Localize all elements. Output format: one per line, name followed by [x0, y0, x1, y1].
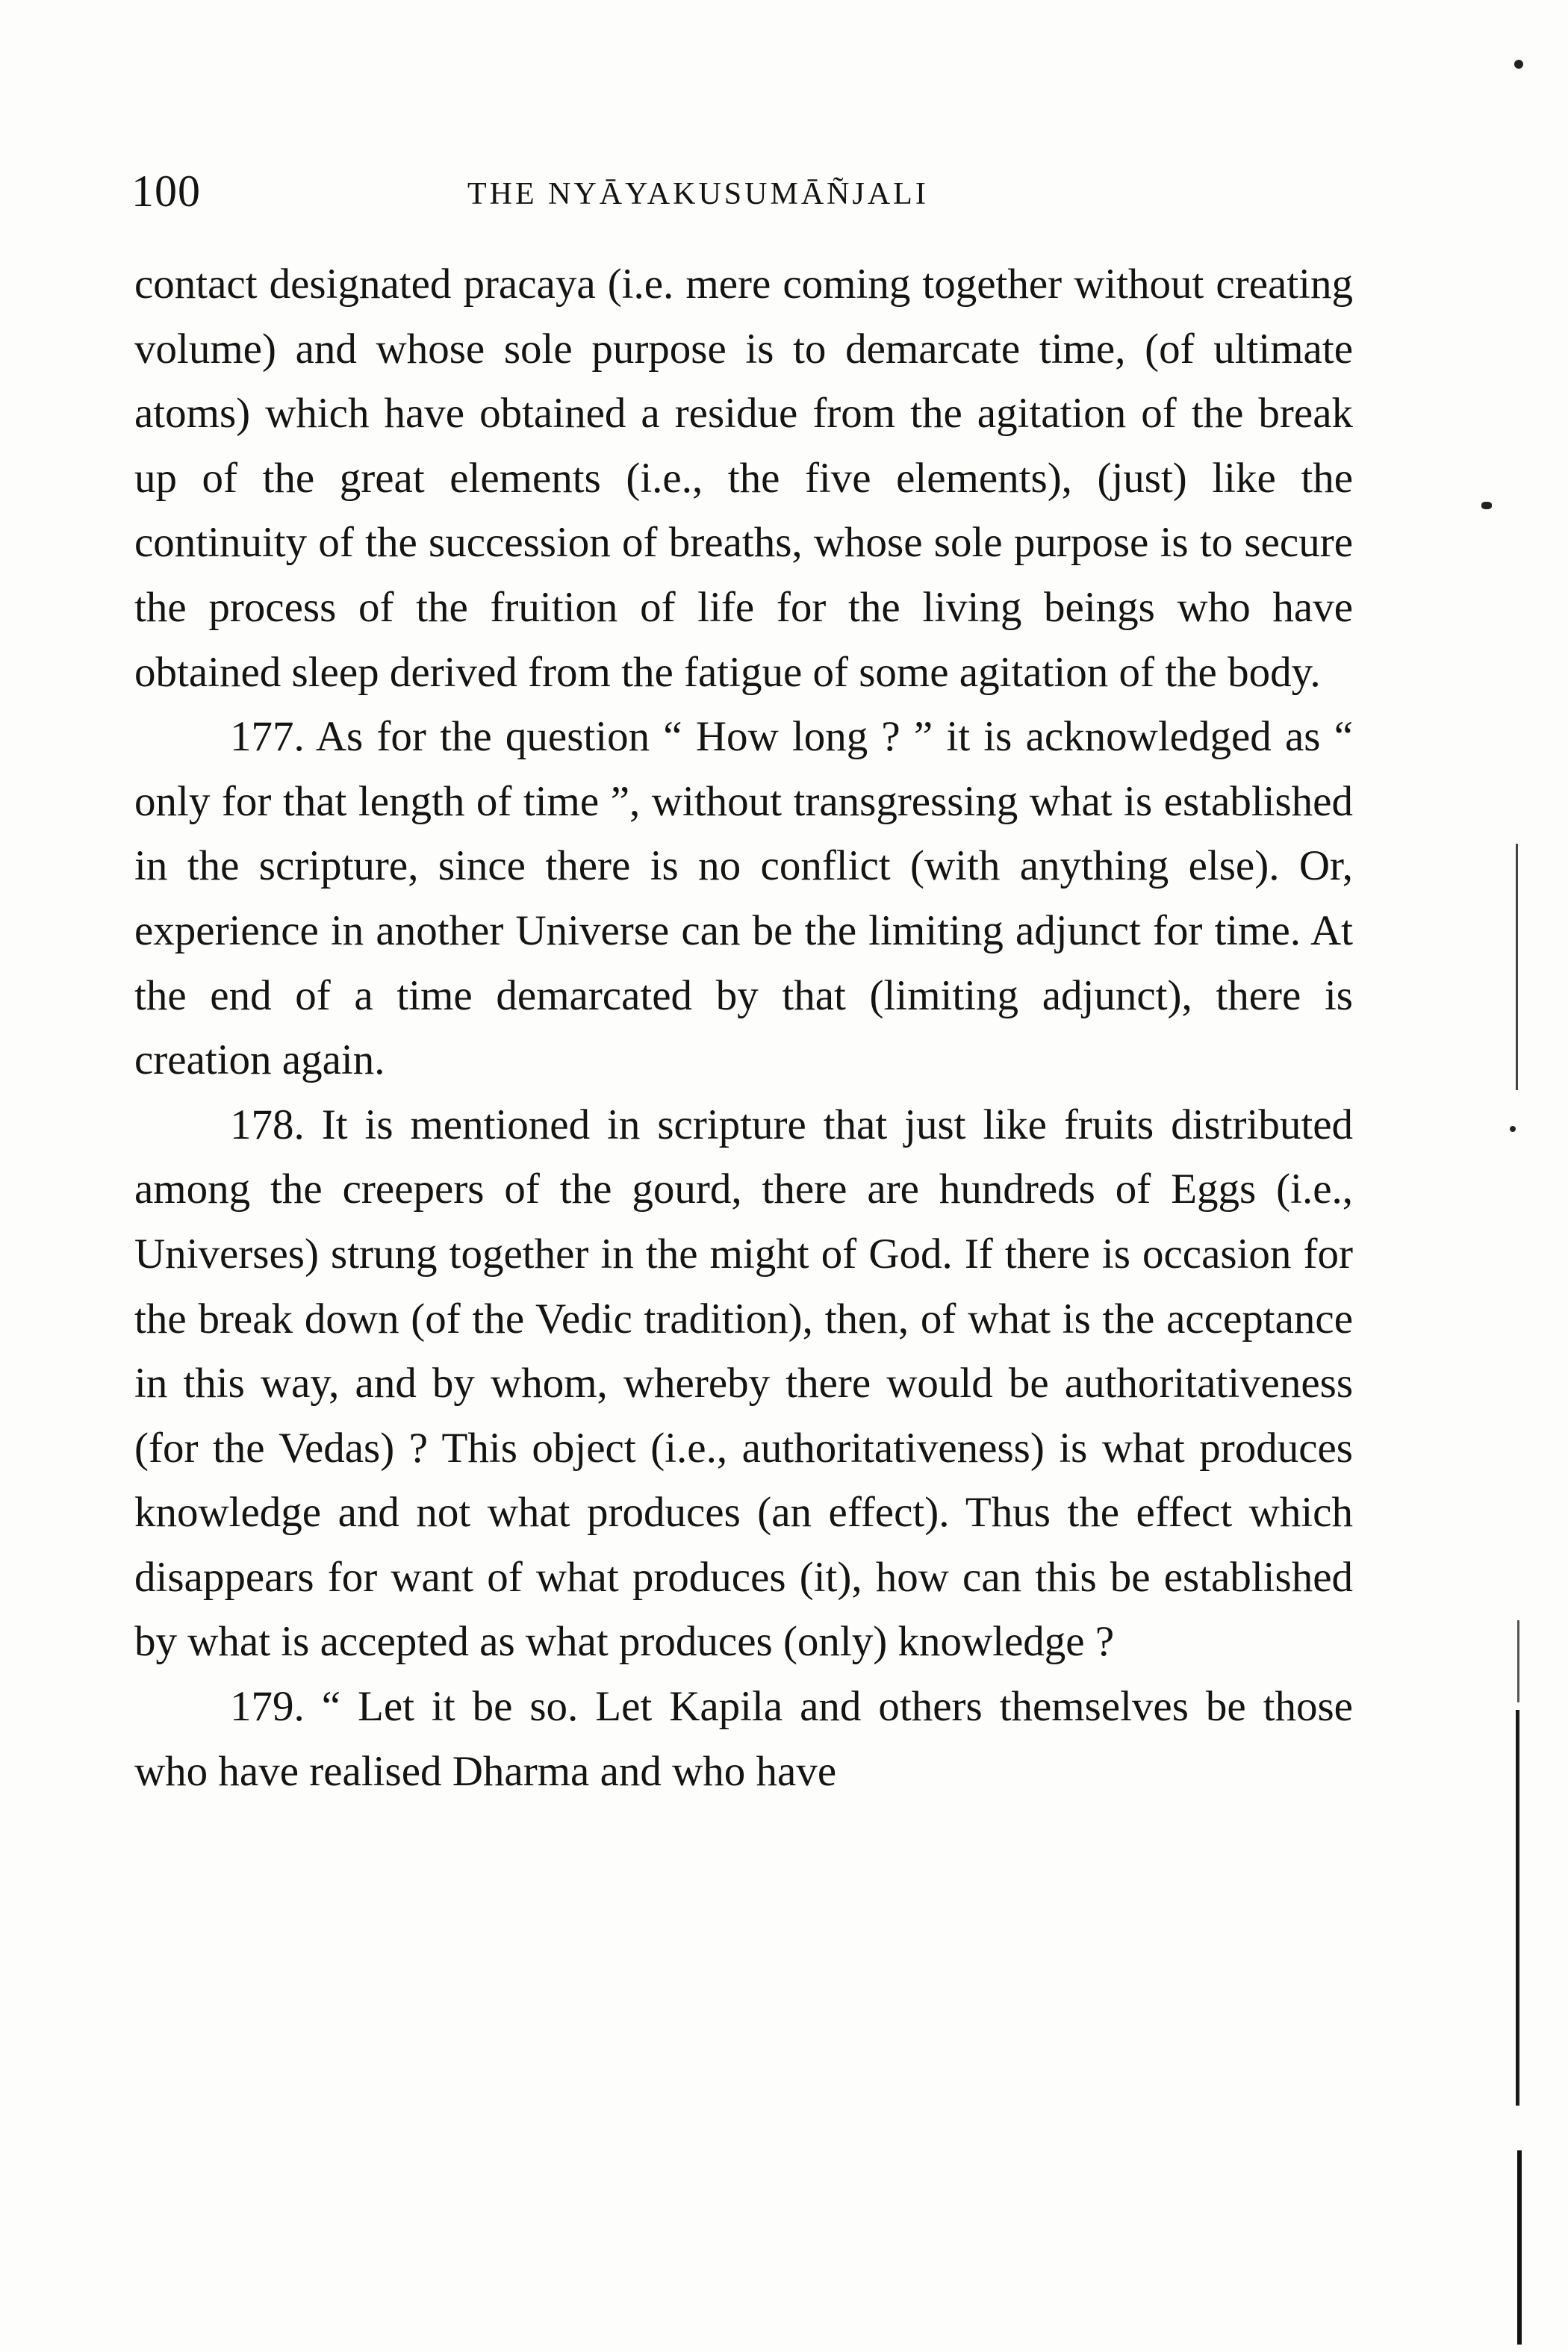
- scan-line: [1517, 2150, 1522, 2345]
- scan-line: [1517, 1620, 1519, 1702]
- scan-speck: [1510, 1126, 1516, 1132]
- scan-speck: [1514, 60, 1523, 69]
- scan-line: [1516, 844, 1518, 1090]
- running-head: THE NYĀYAKUSUMĀÑJALI: [467, 177, 929, 211]
- page-header: [131, 166, 1356, 225]
- paragraph-179: 179. “ Let it be so. Let Kapila and others themselves be those who have realised Dharma and who have: [134, 1683, 1353, 1795]
- paragraph-178: 178. It is mentioned in scripture that just like fruits distributed among the creepers of the gourd, there are hundreds of Eggs (i.e., Universes) strung together in the might of God. If there is occasion for the break down (of the Vedic tradition), then, of what is the acceptance in this way, and by whom, whereby there would be authoritativeness (for the Vedas) ? This object (i.e., authoritativeness) is what produces knowledge and not what produces (an effect). Thus the effect which disappears for want of what produces (it), how can this be established by what is accepted as what produces (only) knowledge ?: [134, 1101, 1353, 1666]
- paragraph-continuation: contact designated pracaya (i.e. mere coming together without creating volume) and whose sole purpose is to demarcate time, (of ultimate atoms) which have obtained a residue from the agitation of the break up of the great elements (i.e., the five elements), (just) like the continuity of the succession of breaths, whose sole purpose is to secure the process of the fruition of life for the living beings who have obtained sleep derived from the fatigue of some agitation of the body.: [134, 261, 1353, 696]
- scan-line: [1516, 1710, 1519, 2106]
- paragraph-177: 177. As for the question “ How long ? ” it is acknowledged as “ only for that length of time ”, without transgressing what is established in the scripture, since there is no conflict (with anything else). Or, experience in another Universe can be the limiting adjunct for time. At the end of a time demarcated by that (limiting adjunct), there is creation again.: [134, 713, 1353, 1084]
- body-text: [134, 252, 1353, 1804]
- scan-speck: [1481, 502, 1492, 509]
- page-number: 100: [131, 167, 201, 216]
